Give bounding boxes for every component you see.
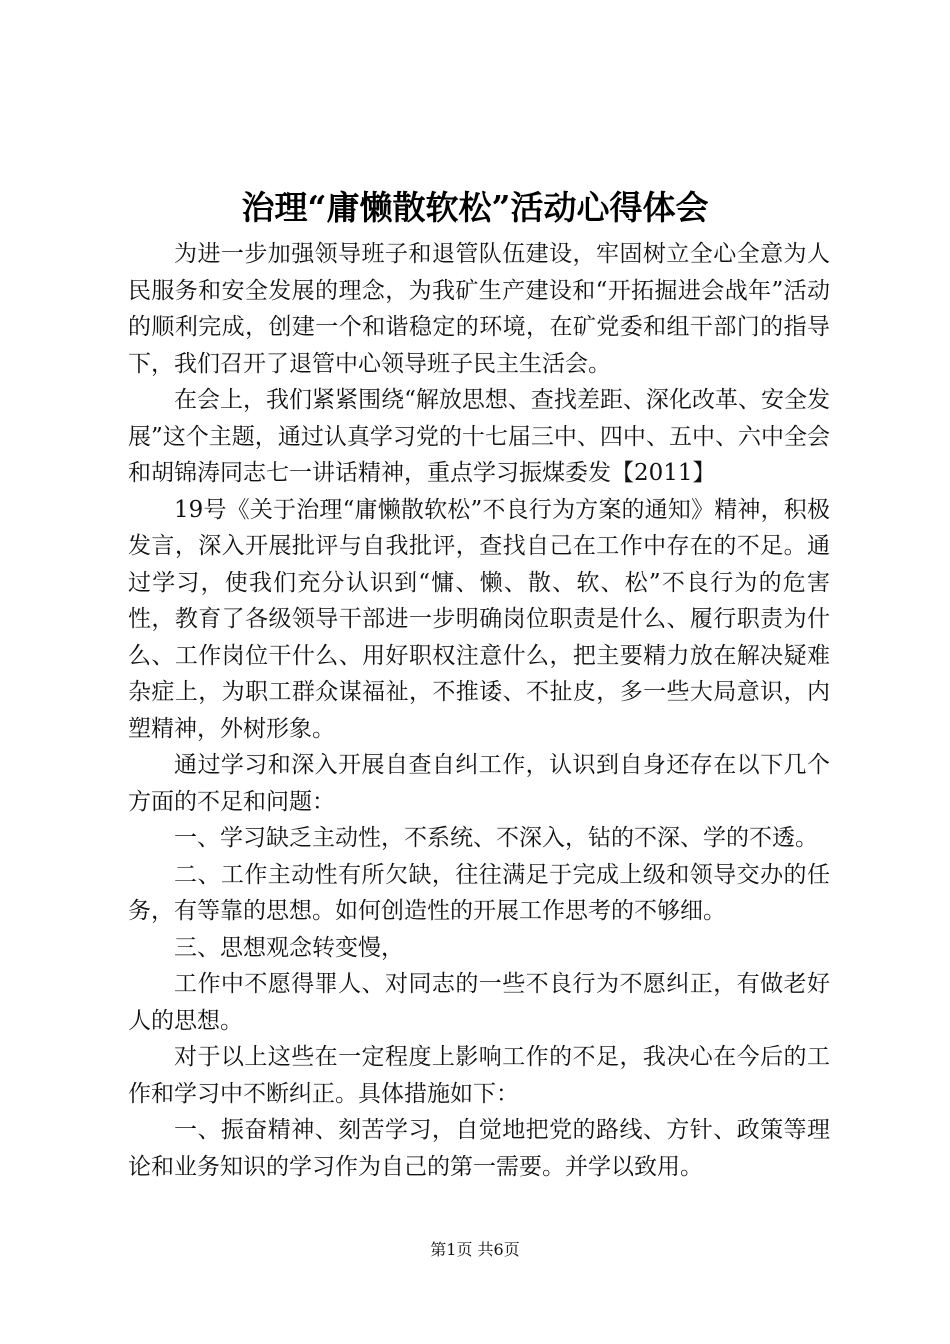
document-body xyxy=(128,236,830,1185)
paragraph: 通过学习和深入开展自查自纠工作，认识到自身还存在以下几个方面的不足和问题： xyxy=(128,752,830,815)
paragraph: 一、振奋精神、刻苦学习，自觉地把党的路线、方针、政策等理论和业务知识的学习作为自己的第一需要。并学以致用。 xyxy=(128,1117,830,1180)
paragraph: 一、学习缺乏主动性，不系统、不深入，钻的不深、学的不透。 xyxy=(174,825,818,851)
paragraph: 19号《关于治理“庸懒散软松”不良行为方案的通知》精神，积极发言，深入开展批评与自我批评，查找自己在工作中存在的不足。通过学习，使我们充分认识到“慵、懒、散、软、松”不良行为的危害性，教育了各级领导干部进一步明确岗位职责是什么、履行职责为什么、工作岗位干什么、用好职权注意什么，把主要精力放在解决疑难杂症上，为职工群众谋福祉，不推诿、不扯皮，多一些大局意识，内塑精神，外树形象。 xyxy=(128,496,830,742)
paragraph: 对于以上这些在一定程度上影响工作的不足，我决心在今后的工作和学习中不断纠正。具体措施如下： xyxy=(128,1044,830,1107)
paragraph: 为进一步加强领导班子和退管队伍建设，牢固树立全心全意为人民服务和安全发展的理念，为我矿生产建设和“开拓掘进会战年”活动的顺利完成，创建一个和谐稳定的环境，在矿党委和组干部门的指导下，我们召开了退管中心领导班子民主生活会。 xyxy=(128,241,830,377)
paragraph: 在会上，我们紧紧围绕“解放思想、查找差距、深化改革、安全发展”这个主题，通过认真学习党的十七届三中、四中、五中、六中全会和胡锦涛同志七一讲话精神，重点学习振煤委发【2011】 xyxy=(128,387,830,486)
page-number-footer: 第1页 共6页 xyxy=(430,1240,520,1259)
paragraph: 三、思想观念转变慢， xyxy=(174,934,404,961)
document-title: 治理“庸懒散软松”活动心得体会 xyxy=(241,188,709,227)
paragraph: 工作中不愿得罪人、对同志的一些不良行为不愿纠正，有做老好人的思想。 xyxy=(128,971,830,1034)
paragraph: 二、工作主动性有所欠缺，往往满足于完成上级和领导交办的任务，有等靠的思想。如何创造性的开展工作思考的不够细。 xyxy=(128,861,830,924)
